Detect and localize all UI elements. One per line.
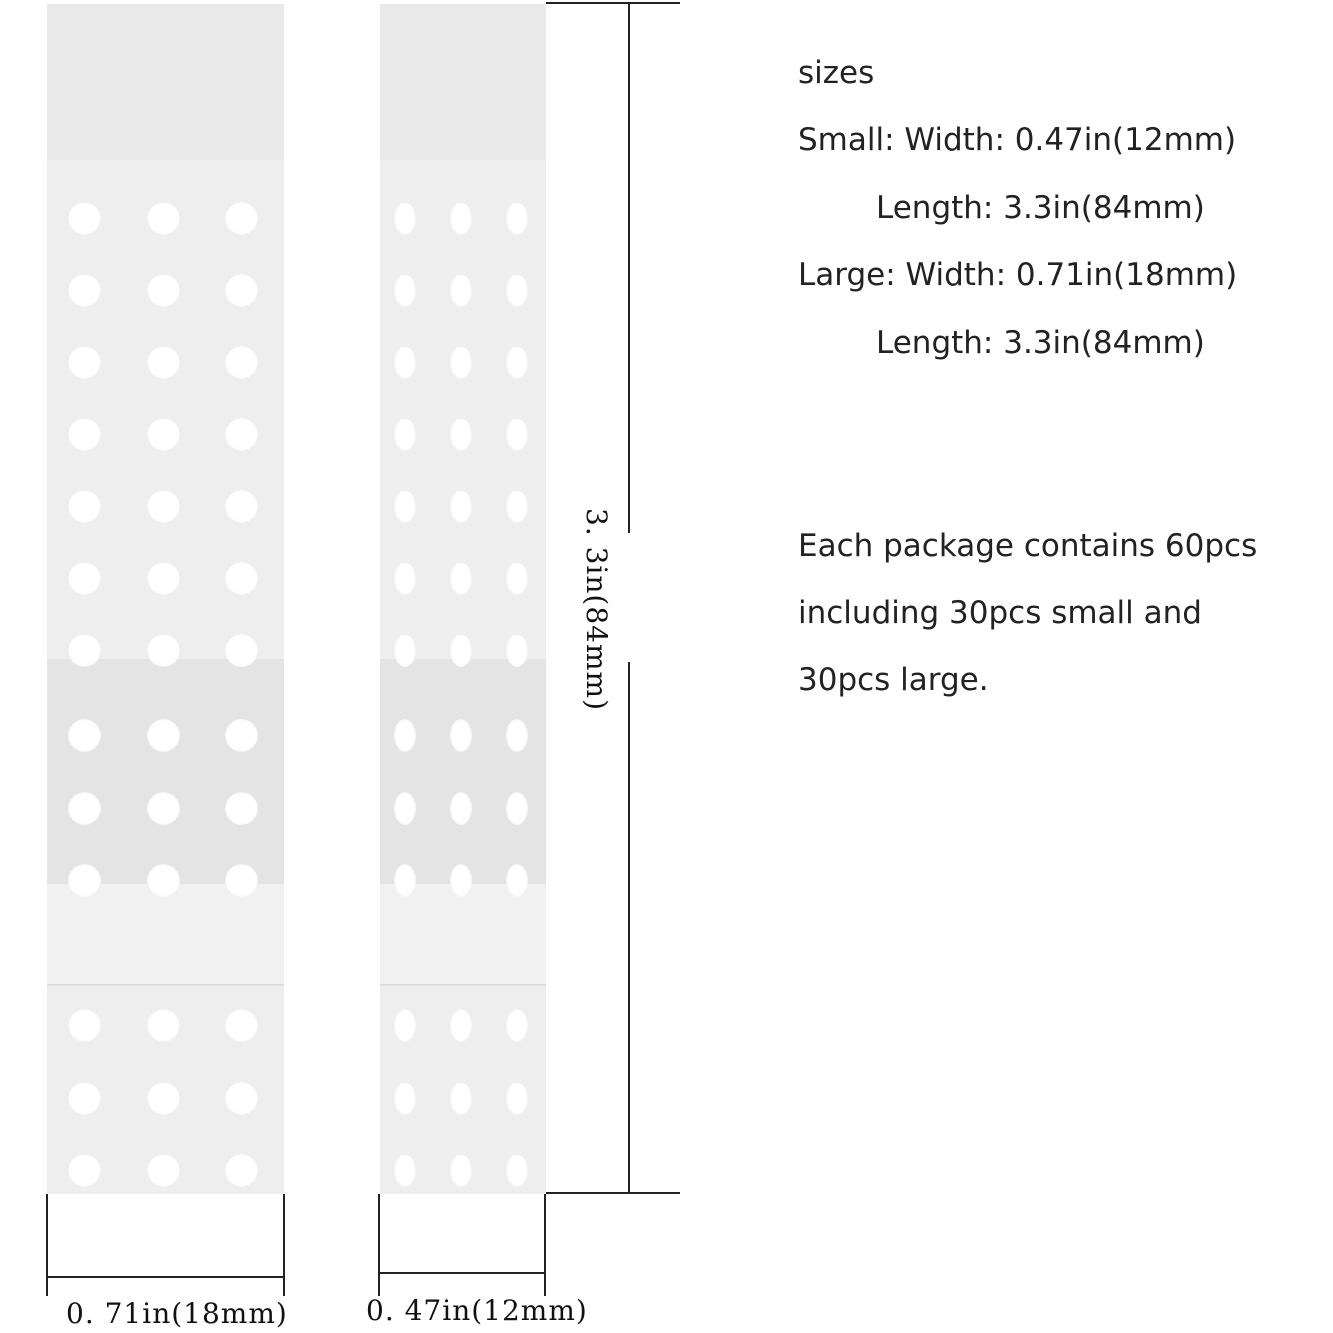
small-strip-overlap-band (380, 659, 546, 884)
perforation-hole (394, 490, 416, 523)
large-strip-fold-flap (47, 884, 284, 984)
large-width-line (46, 1276, 285, 1278)
large-strip (47, 4, 284, 1194)
perforation-hole (147, 1154, 180, 1187)
perforation-hole (394, 864, 416, 897)
perforation-hole (68, 634, 101, 667)
perforation-hole (450, 418, 472, 451)
perforation-hole (225, 1154, 258, 1187)
perforation-hole (68, 1009, 101, 1042)
perforation-hole (394, 1082, 416, 1115)
perforation-hole (225, 418, 258, 451)
perforation-hole (450, 864, 472, 897)
perforation-hole (394, 1009, 416, 1042)
perforation-hole (225, 346, 258, 379)
perforation-hole (147, 634, 180, 667)
perforation-hole (68, 1082, 101, 1115)
length-bottom-tick (546, 1192, 680, 1194)
perforation-hole (506, 634, 528, 667)
small-strip-top-tab (380, 4, 546, 160)
perforation-hole (68, 792, 101, 825)
package-line-3: 30pcs large. (798, 662, 989, 698)
package-line-1: Each package contains 60pcs (798, 528, 1258, 564)
perforation-hole (225, 202, 258, 235)
perforation-hole (450, 634, 472, 667)
perforation-hole (450, 1082, 472, 1115)
perforation-hole (506, 274, 528, 307)
small-width-left-tick (378, 1194, 380, 1296)
perforation-hole (68, 418, 101, 451)
perforation-hole (68, 562, 101, 595)
perforation-hole (147, 1082, 180, 1115)
perforation-hole (68, 490, 101, 523)
perforation-hole (225, 1082, 258, 1115)
perforation-hole (394, 719, 416, 752)
perforation-hole (147, 418, 180, 451)
length-line-upper (628, 3, 630, 533)
perforation-hole (147, 346, 180, 379)
perforation-hole (394, 418, 416, 451)
perforation-hole (450, 1154, 472, 1187)
length-line-lower (628, 662, 630, 1193)
perforation-hole (506, 719, 528, 752)
perforation-hole (147, 202, 180, 235)
perforation-hole (506, 202, 528, 235)
small-width-spec: Small: Width: 0.47in(12mm) (798, 122, 1237, 158)
perforation-hole (394, 562, 416, 595)
perforation-hole (506, 1154, 528, 1187)
small-width-label: 0. 47in(12mm) (366, 1294, 588, 1327)
perforation-hole (225, 490, 258, 523)
large-length-spec: Length: 3.3in(84mm) (876, 325, 1205, 361)
length-label: 3. 3in(84mm) (580, 508, 613, 711)
perforation-hole (68, 274, 101, 307)
small-length-spec: Length: 3.3in(84mm) (876, 190, 1205, 226)
large-strip-top-tab (47, 4, 284, 160)
perforation-hole (506, 562, 528, 595)
perforation-hole (394, 1154, 416, 1187)
length-top-tick (546, 2, 680, 4)
perforation-hole (506, 490, 528, 523)
perforation-hole (225, 864, 258, 897)
perforation-hole (506, 792, 528, 825)
perforation-hole (506, 864, 528, 897)
large-width-spec: Large: Width: 0.71in(18mm) (798, 257, 1238, 293)
small-width-line (378, 1272, 546, 1274)
perforation-hole (68, 719, 101, 752)
perforation-hole (450, 346, 472, 379)
package-line-2: including 30pcs small and (798, 595, 1202, 631)
perforation-hole (225, 719, 258, 752)
perforation-hole (450, 719, 472, 752)
large-width-label: 0. 71in(18mm) (66, 1297, 288, 1330)
perforation-hole (506, 418, 528, 451)
perforation-hole (225, 274, 258, 307)
perforation-hole (450, 274, 472, 307)
small-width-right-tick (544, 1194, 546, 1296)
perforation-hole (147, 490, 180, 523)
perforation-hole (225, 792, 258, 825)
perforation-hole (68, 346, 101, 379)
large-width-left-tick (46, 1194, 48, 1296)
perforation-hole (225, 1009, 258, 1042)
perforation-hole (147, 274, 180, 307)
perforation-hole (394, 792, 416, 825)
small-strip-fold-flap (380, 884, 546, 984)
perforation-hole (450, 792, 472, 825)
perforation-hole (394, 202, 416, 235)
perforation-hole (147, 562, 180, 595)
small-strip (380, 4, 546, 1194)
large-strip-overlap-band (47, 659, 284, 884)
large-width-right-tick (283, 1194, 285, 1296)
sizes-heading: sizes (798, 55, 875, 91)
perforation-hole (225, 634, 258, 667)
perforation-hole (68, 1154, 101, 1187)
perforation-hole (68, 864, 101, 897)
perforation-hole (450, 490, 472, 523)
perforation-hole (225, 562, 258, 595)
perforation-hole (394, 634, 416, 667)
perforation-hole (450, 202, 472, 235)
perforation-hole (450, 562, 472, 595)
perforation-hole (506, 346, 528, 379)
perforation-hole (394, 346, 416, 379)
perforation-hole (147, 1009, 180, 1042)
perforation-hole (450, 1009, 472, 1042)
perforation-hole (394, 274, 416, 307)
perforation-hole (147, 792, 180, 825)
perforation-hole (68, 202, 101, 235)
perforation-hole (506, 1009, 528, 1042)
perforation-hole (506, 1082, 528, 1115)
perforation-hole (147, 864, 180, 897)
perforation-hole (147, 719, 180, 752)
